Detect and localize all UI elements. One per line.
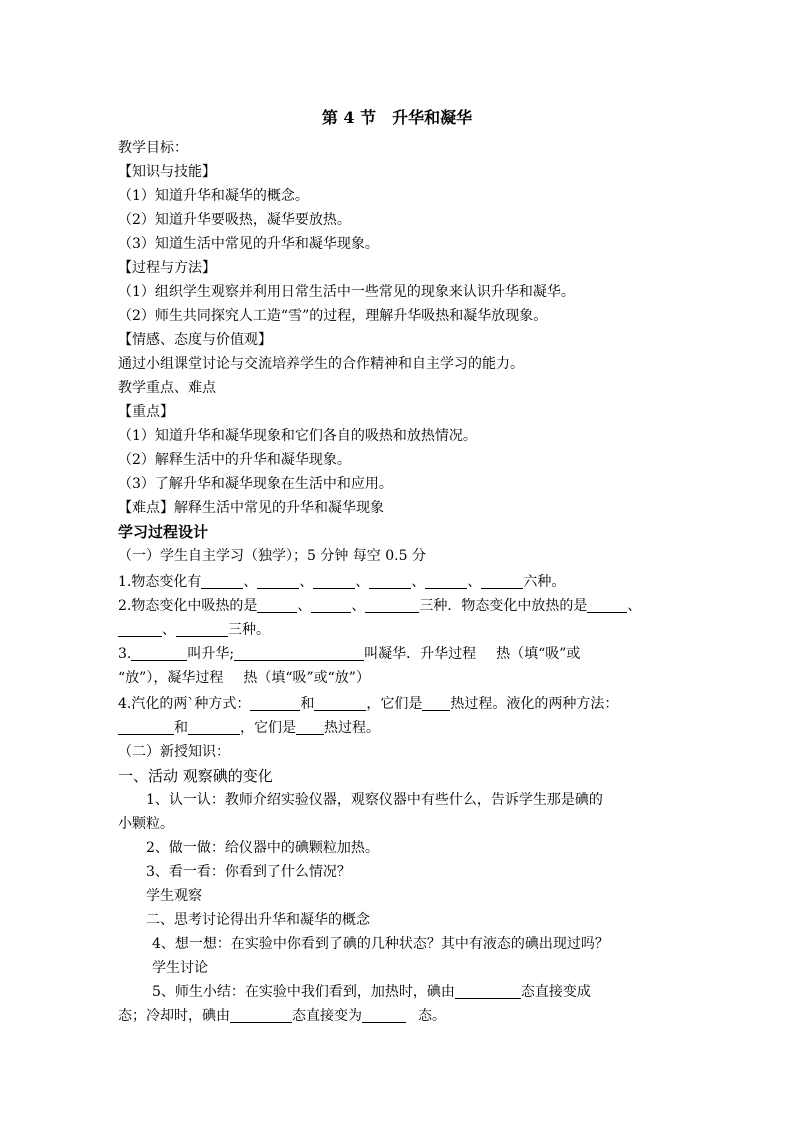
answer-blank[interactable] (234, 644, 364, 661)
q4-them: ，它们是 (366, 696, 423, 712)
answer-blank[interactable] (230, 1006, 292, 1023)
answer-blank[interactable] (362, 1006, 406, 1023)
q4-and: 和 (300, 696, 315, 712)
q4-lead: 4.汽化的两`种方式： (118, 696, 251, 712)
answer-blank[interactable] (188, 718, 240, 735)
objectives-heading: 教学目标： (118, 140, 188, 156)
answer-blank[interactable] (296, 718, 324, 735)
q2-mid: 三种．物态变化中放热的是 (419, 598, 588, 614)
answer-blank[interactable] (455, 982, 521, 999)
step-2: 2、做一做：给仪器中的碘颗粒加热。 (146, 840, 379, 856)
difficulty-label: 【难点】 (118, 500, 174, 516)
separator: 、 (411, 574, 426, 590)
difficulty-text: 解释生活中常见的升华和凝华现象 (174, 500, 384, 516)
self-study-line: （一）学生自主学习（独学）；5 分钟 每空 0.5 分 (118, 548, 426, 564)
step5-change: 态直接变成 (520, 984, 591, 1000)
answer-blank[interactable] (118, 620, 162, 637)
answer-blank[interactable] (314, 694, 366, 711)
activity-2-heading: 二、思考讨论得出升华和凝华的概念 (146, 912, 370, 928)
question-4 (118, 692, 698, 716)
emotion-heading: 【情感、态度与价值观】 (118, 332, 272, 348)
difficulty-line (118, 496, 698, 520)
answer-blank[interactable] (481, 572, 523, 589)
answer-blank[interactable] (422, 694, 450, 711)
focus-heading: 【重点】 (118, 404, 174, 420)
question-1 (118, 570, 698, 594)
q3-fill-hint: 热（填“吸”或 (496, 646, 581, 662)
answer-blank[interactable] (425, 572, 467, 589)
question-2-cont (118, 618, 698, 642)
answer-blank[interactable] (365, 596, 419, 613)
process-item: （1）组织学生观察并利用日常生活中一些常见的现象来认识升华和凝华。 (118, 284, 575, 300)
answer-blank[interactable] (118, 718, 174, 735)
q4-mid: 热过程。液化的两种方法： (450, 696, 619, 712)
q4-them: ，它们是 (240, 720, 296, 736)
focus-item: （2）解释生活中的升华和凝华现象。 (118, 452, 351, 468)
knowledge-item: （3）知道生活中常见的升华和凝华现象。 (118, 236, 379, 252)
answer-blank[interactable] (369, 572, 411, 589)
observe-line: 学生观察 (146, 888, 202, 904)
step5-cooling: 态；冷却时，碘由 (118, 1008, 230, 1024)
focus-item: （1）知道升华和凝华现象和它们各自的吸热和放热情况。 (118, 428, 477, 444)
focus-item: （3）了解升华和凝华现象在生活中和应用。 (118, 476, 393, 492)
q1-end: 六种。 (523, 574, 566, 590)
activity-1-heading: 一、活动 观察碘的变化 (118, 767, 273, 785)
answer-blank[interactable] (587, 596, 627, 613)
separator: 、 (355, 574, 370, 590)
discuss-line: 学生讨论 (152, 960, 208, 976)
separator: 、 (299, 574, 314, 590)
q1-lead: 1.物态变化有 (118, 574, 202, 590)
knowledge-heading: 【知识与技能】 (118, 164, 216, 180)
answer-blank[interactable] (201, 572, 243, 589)
step5-lead: 5、师生小结：在实验中我们看到，加热时，碘由 (152, 984, 455, 1000)
separator: 、 (297, 598, 312, 614)
knowledge-item: （1）知道升华和凝华的概念。 (118, 188, 309, 204)
step5-change-2: 态直接变为 (292, 1008, 362, 1024)
answer-blank[interactable] (176, 620, 228, 637)
question-3-cont (118, 666, 698, 690)
q3-deposition-process: “放”），凝华过程 (118, 670, 224, 686)
answer-blank[interactable] (257, 572, 299, 589)
key-points-heading: 教学重点、难点 (118, 380, 216, 396)
emotion-text: 通过小组课堂讨论与交流培养学生的合作精神和自主学习的能力。 (118, 356, 524, 372)
process-item: （2）师生共同探究人工造“雪”的过程，理解升华吸热和凝华放现象。 (118, 308, 548, 324)
answer-blank[interactable] (476, 645, 496, 661)
step-1-cont: 小颗粒。 (118, 816, 174, 832)
q2-end: 三种。 (228, 622, 270, 638)
answer-blank[interactable] (131, 644, 187, 661)
question-2 (118, 594, 698, 618)
answer-blank[interactable] (223, 669, 243, 685)
separator: 、 (351, 598, 366, 614)
page-title: 第 4 节 升华和凝华 (321, 108, 473, 127)
design-heading: 学习过程设计 (118, 523, 209, 541)
process-heading: 【过程与方法】 (118, 260, 216, 276)
separator: 、 (162, 622, 176, 638)
step-5-cont (118, 1004, 698, 1028)
separator: 、 (467, 574, 482, 590)
q4-end: 热过程。 (324, 720, 380, 736)
step-4: 4、想一想：在实验中你看到了碘的几种状态？其中有液态的碘出现过吗？ (152, 936, 609, 952)
q2-lead: 2.物态变化中吸热的是 (118, 598, 258, 614)
knowledge-item: （2）知道升华要吸热，凝华要放热。 (118, 212, 351, 228)
answer-blank[interactable] (250, 694, 300, 711)
q3-deposition: 叫凝华．升华过程 (364, 646, 477, 662)
question-4-cont (118, 716, 698, 740)
separator: 、 (243, 574, 258, 590)
step-1: 1、认一认：教师介绍实验仪器，观察仪器中有些什么，告诉学生那是碘的 (146, 792, 603, 808)
q4-and: 和 (174, 720, 188, 736)
step5-end: 态。 (418, 1008, 446, 1024)
q3-lead: 3. (118, 646, 132, 662)
answer-blank[interactable] (257, 596, 297, 613)
q3-sublimation: 叫升华; (187, 646, 235, 662)
step-3: 3、看一看：你看到了什么情况？ (146, 864, 351, 880)
q3-fill-hint-2: 热（填“吸”或“放”） (243, 670, 370, 686)
new-knowledge-heading: （二）新授知识： (118, 744, 230, 760)
question-3 (118, 642, 698, 666)
answer-blank[interactable] (311, 596, 351, 613)
separator: 、 (627, 598, 642, 614)
answer-blank[interactable] (313, 572, 355, 589)
step-5 (152, 980, 732, 1004)
